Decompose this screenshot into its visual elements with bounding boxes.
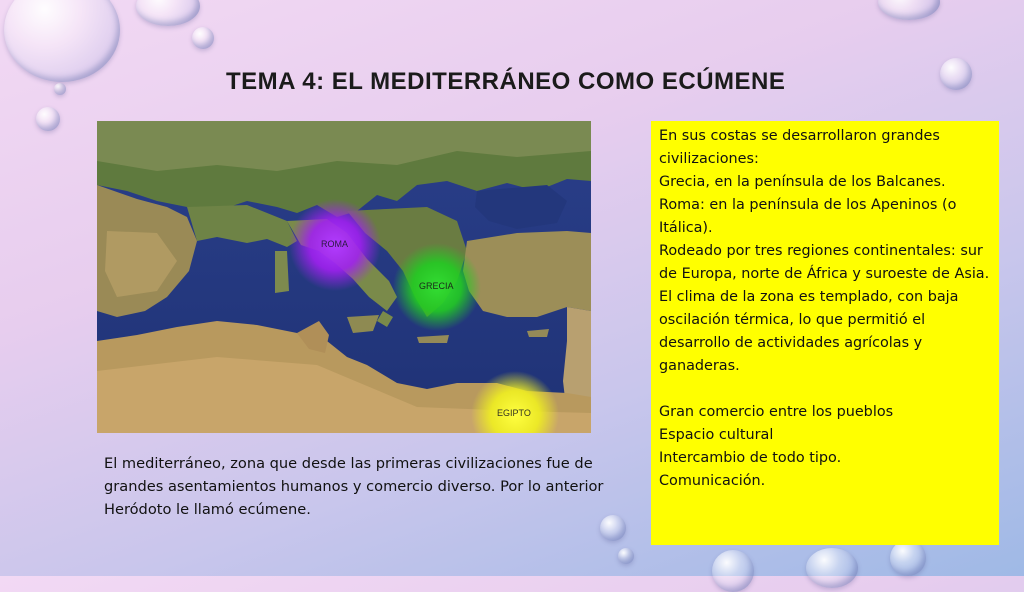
panel-line: El clima de la zona es templado, con baja oscilación térmica, lo que permitió el desarrollo de actividades agrícolas y ganaderas. (659, 289, 959, 374)
panel-line: Comunicación. (659, 473, 766, 489)
decorative-bubble (192, 27, 214, 49)
decorative-bubble (878, 0, 940, 20)
decorative-bubble (54, 83, 66, 95)
decorative-bubble (712, 550, 754, 592)
panel-spacer (659, 378, 991, 401)
map-graphic (97, 121, 591, 433)
panel-line: Grecia, en la península de los Balcanes. (659, 174, 946, 190)
panel-line: Gran comercio entre los pueblos (659, 404, 894, 420)
decorative-bubble (4, 0, 120, 82)
decorative-bubble (136, 0, 200, 26)
map-label-egipto: EGIPTO (497, 408, 531, 418)
panel-line: En sus costas se desarrollaron grandes civilizaciones: (659, 128, 940, 167)
panel-line: Intercambio de todo tipo. (659, 450, 842, 466)
info-panel (651, 121, 999, 545)
decorative-bubble (806, 548, 858, 588)
decorative-bubble (940, 58, 972, 90)
decorative-bubble (890, 540, 926, 576)
panel-line: Rodeado por tres regiones continentales: sur de Europa, norte de África y suroeste de Asia. (659, 243, 990, 282)
decorative-bubble (36, 107, 60, 131)
page-title: TEMA 4: EL MEDITERRÁNEO COMO ECÚMENE (226, 68, 786, 95)
panel-line: Espacio cultural (659, 427, 774, 443)
map-label-grecia: GRECIA (419, 281, 454, 291)
description-text: El mediterráneo, zona que desde las primeras civilizaciones fue de grandes asentamientos humanos y comercio diverso. Por lo anterior Heródoto le llamó ecúmene. (104, 455, 604, 518)
map-label-roma: ROMA (321, 239, 348, 249)
decorative-bubble (618, 548, 634, 564)
mediterranean-map (97, 121, 591, 433)
panel-line: Roma: en la península de los Apeninos (o Itálica). (659, 197, 957, 236)
